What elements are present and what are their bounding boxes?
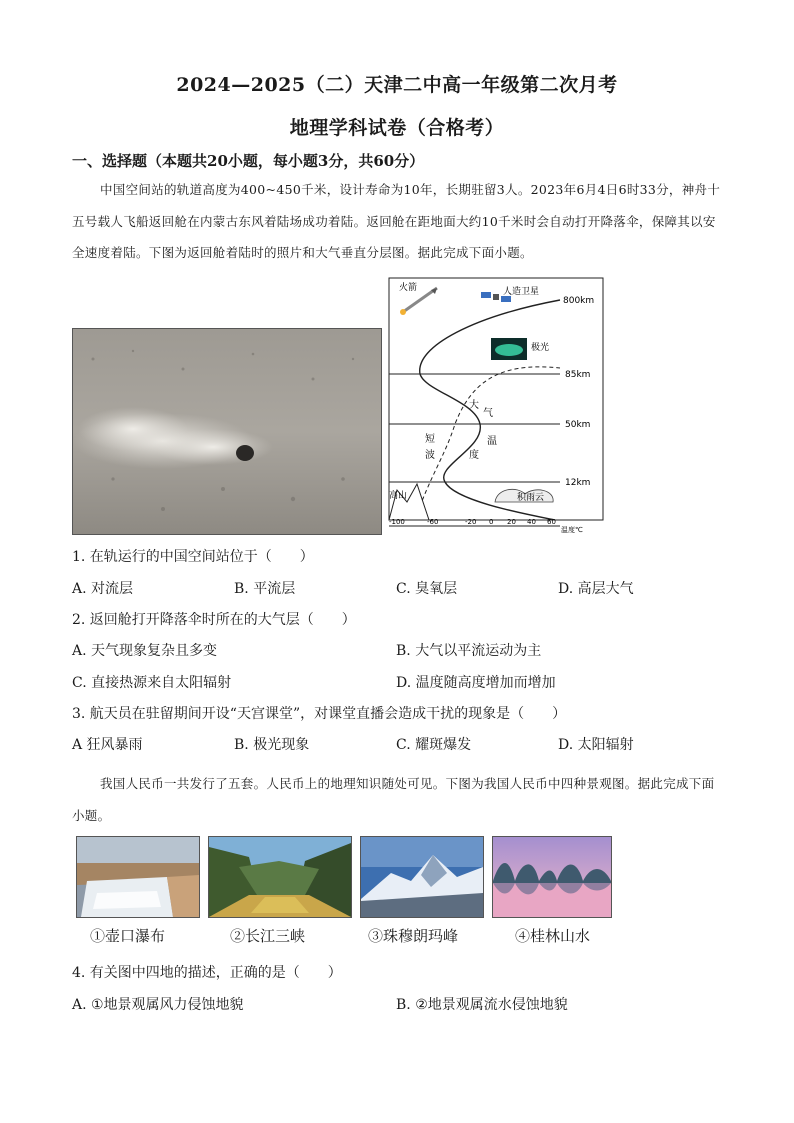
satellite-label: 人造卫星 [503, 287, 540, 297]
height-800km: 800km [563, 296, 595, 306]
atmosphere-layer-diagram [385, 276, 610, 534]
question-1-stem: 1. 在轨运行的中国空间站位于（ ） [72, 549, 314, 565]
hukou-waterfall-photo [76, 836, 200, 918]
q1-option-d[interactable]: D. 高层大气 [558, 581, 634, 597]
height-12km: 12km [565, 478, 591, 488]
passage-1: 中国空间站的轨道高度为400~450千米，设计寿命为10年，长期驻留3人。2023年6月4日6时33分，神舟十五号载人飞船返回舱在内蒙古东风着陆场成功着陆。返回舱在距地面大约10千米时会自动打开降落伞，保障其以安全速度着陆。下图为返回舱着陆时的照片和大气垂直分层图。据此完成下面小题。 [72, 182, 721, 260]
q1-option-a[interactable]: A. 对流层 [72, 581, 134, 597]
xtick-7: 60 [547, 518, 556, 526]
exam-subtitle: 地理学科试卷（合格考） [289, 117, 505, 139]
curve-label-3: 温 [487, 436, 497, 447]
q3-option-b[interactable]: B. 极光现象 [234, 737, 310, 753]
caption-2: ②长江三峡 [230, 927, 306, 945]
yangtze-three-gorges-photo [208, 836, 352, 918]
height-85km: 85km [565, 370, 591, 380]
passage-2: 我国人民币一共发行了五套。人民币上的地理知识随处可见。下图为我国人民币中四种景观图。据此完成下面小题。 [72, 776, 715, 823]
q2-option-b[interactable]: B. 大气以平流运动为主 [396, 643, 542, 659]
capsule-landing-photo [72, 328, 382, 535]
xtick-1: -100 [389, 518, 405, 526]
q1-option-c[interactable]: C. 臭氧层 [396, 581, 458, 597]
mountain-label: 高山 [389, 491, 408, 501]
caption-3: ③珠穆朗玛峰 [368, 927, 459, 945]
q1-option-b[interactable]: B. 平流层 [234, 581, 296, 597]
aurora-icon [491, 338, 527, 360]
curve-label-2: 气 [483, 408, 493, 419]
q3-option-a[interactable]: A 狂风暴雨 [72, 737, 143, 753]
q2-option-a[interactable]: A. 天气现象复杂且多变 [72, 643, 218, 659]
q2-option-d[interactable]: D. 温度随高度增加而增加 [396, 675, 556, 691]
wave-label-2: 波 [425, 450, 435, 461]
exam-title: 2024—2025（二）天津二中高一年级第二次月考 [176, 74, 618, 96]
q3-option-c[interactable]: C. 耀斑爆发 [396, 737, 472, 753]
curve-label-1: 大 [469, 400, 479, 411]
question-3-stem: 3. 航天员在驻留期间开设“天宫课堂”，对课堂直播会造成干扰的现象是（ ） [72, 706, 567, 722]
rocket-label: 火箭 [399, 283, 418, 293]
caption-4: ④桂林山水 [515, 927, 591, 945]
caption-1: ①壶口瀑布 [90, 927, 166, 945]
mount-everest-photo [360, 836, 484, 918]
q4-option-b[interactable]: B. ②地景观属流水侵蚀地貌 [396, 997, 568, 1013]
guilin-landscape-photo [492, 836, 612, 918]
curve-label-4: 度 [469, 450, 479, 461]
xtick-6: 40 [527, 518, 536, 526]
q4-option-a[interactable]: A. ①地景观属风力侵蚀地貌 [72, 997, 244, 1013]
height-50km: 50km [565, 420, 591, 430]
question-4-stem: 4. 有关图中四地的描述，正确的是（ ） [72, 965, 342, 981]
xtick-4: 0 [489, 518, 494, 526]
wave-label-1: 短 [425, 434, 435, 445]
xtick-5: 20 [507, 518, 516, 526]
xtick-3: -20 [465, 518, 477, 526]
question-2-stem: 2. 返回舱打开降落伞时所在的大气层（ ） [72, 612, 356, 628]
xtick-2: -60 [427, 518, 439, 526]
x-axis-unit: 温度℃ [561, 526, 583, 534]
aurora-label: 极光 [531, 343, 550, 353]
q3-option-d[interactable]: D. 太阳辐射 [558, 737, 634, 753]
section-heading: 一、选择题（本题共20小题，每小题3分，共60分） [72, 152, 425, 170]
cloud-label: 积雨云 [517, 493, 545, 503]
q2-option-c[interactable]: C. 直接热源来自太阳辐射 [72, 675, 232, 691]
